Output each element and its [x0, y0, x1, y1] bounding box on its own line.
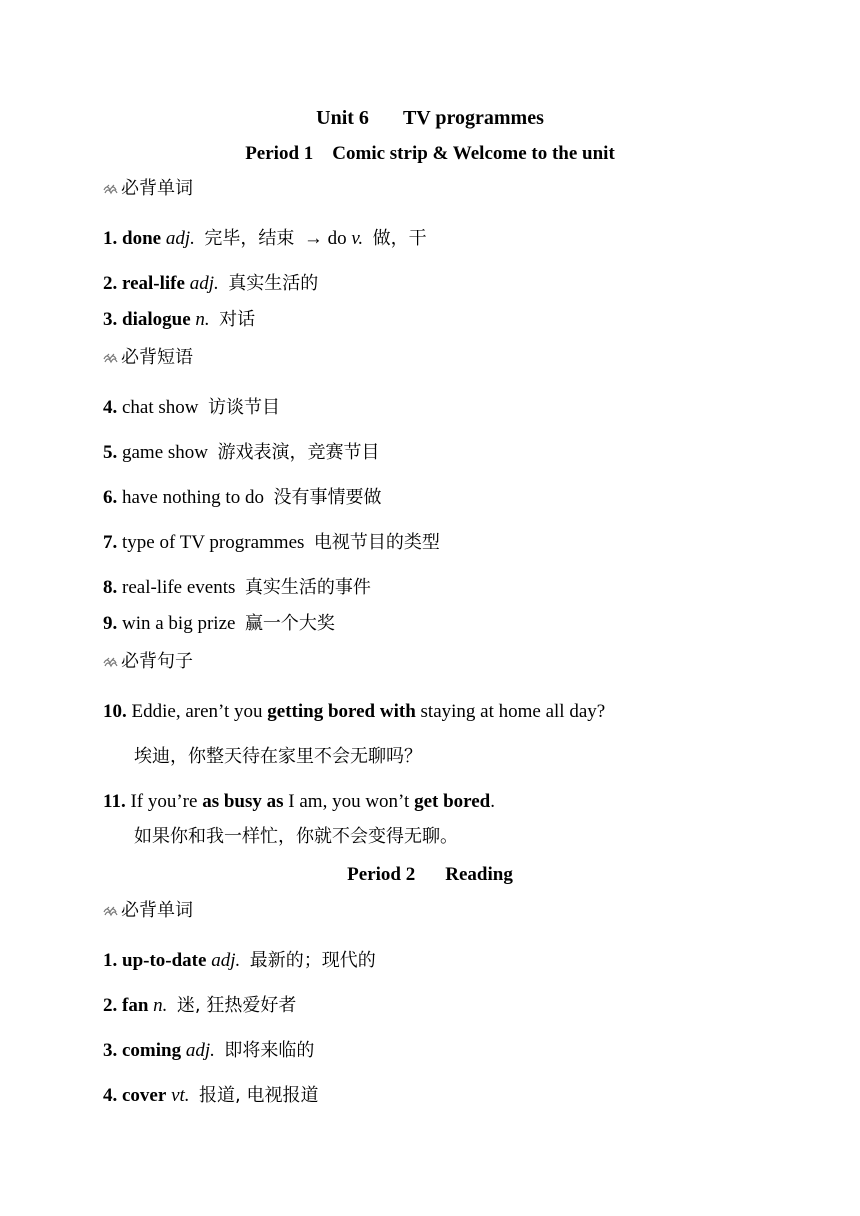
- meaning: 报道, 电视报道: [199, 1085, 319, 1106]
- phrase-en: real-life events: [122, 577, 236, 598]
- item-number: 7.: [103, 532, 118, 553]
- flower-bullet-icon: [103, 353, 119, 365]
- phrase-item: [103, 531, 440, 555]
- part-of-speech: adj.: [165, 228, 195, 249]
- item-number: 3.: [103, 1040, 118, 1061]
- item-number: 6.: [103, 487, 118, 508]
- item-number: 9.: [103, 613, 118, 634]
- period1-heading: [0, 141, 860, 167]
- meaning: 完毕，结束: [204, 228, 295, 249]
- word: up-to-date: [122, 950, 207, 971]
- part-of-speech: adj.: [185, 1040, 215, 1061]
- section-header-phrases: [103, 346, 193, 370]
- unit-name: TV programmes: [402, 107, 544, 129]
- part-of-speech: adj.: [189, 273, 219, 294]
- section-header-sentences: [103, 650, 193, 674]
- sentence-part: staying at home all day?: [415, 701, 606, 722]
- meaning: 最新的；现代的: [249, 950, 376, 971]
- phrase-item: [103, 612, 335, 636]
- meaning: 即将来临的: [224, 1040, 315, 1061]
- word-item: [103, 1084, 318, 1108]
- sentence-key: get bored: [414, 791, 491, 812]
- phrase-cn: 没有事情要做: [273, 487, 382, 508]
- item-number: 3.: [103, 309, 118, 330]
- sentence-part: I am, you won’t: [283, 791, 415, 812]
- related-pos: v.: [351, 228, 364, 249]
- phrase-item: [103, 441, 380, 465]
- phrase-item: [103, 486, 381, 510]
- section-label: 必背句子: [121, 651, 193, 672]
- word: fan: [122, 995, 149, 1016]
- unit-number: Unit 6: [316, 107, 369, 129]
- section-label: 必背单词: [121, 178, 193, 199]
- word: cover: [122, 1085, 167, 1106]
- word: dialogue: [122, 309, 191, 330]
- period1-number: Period 1: [245, 143, 314, 164]
- item-number: 8.: [103, 577, 118, 598]
- item-number: 1.: [103, 950, 118, 971]
- part-of-speech: n.: [153, 995, 168, 1016]
- word: real-life: [122, 273, 185, 294]
- sentence-key: as busy as: [202, 791, 284, 812]
- sentence-part: Eddie, aren’t you: [131, 701, 268, 722]
- word-item: [103, 994, 296, 1018]
- related-word: do: [327, 228, 347, 249]
- part-of-speech: n.: [195, 309, 210, 330]
- section-header-words: [103, 177, 193, 201]
- phrase-cn: 游戏表演，竞赛节目: [217, 442, 380, 463]
- phrase-en: have nothing to do: [122, 487, 264, 508]
- sentence-item: [103, 790, 495, 814]
- section-header-words: [103, 899, 193, 923]
- unit-title: [0, 105, 860, 131]
- word-item: [103, 949, 376, 973]
- arrow: →: [303, 228, 323, 249]
- phrase-cn: 赢一个大奖: [244, 613, 335, 634]
- phrase-cn: 电视节目的类型: [313, 532, 440, 553]
- flower-bullet-icon: [103, 906, 119, 918]
- meaning: 真实生活的: [228, 273, 319, 294]
- word-item: [103, 227, 427, 251]
- section-label: 必背单词: [121, 900, 193, 921]
- item-number: 2.: [103, 273, 118, 294]
- item-number: 4.: [103, 397, 118, 418]
- item-number: 5.: [103, 442, 118, 463]
- related-meaning: 做，干: [372, 228, 427, 249]
- part-of-speech: vt.: [171, 1085, 190, 1106]
- word-item: [103, 1039, 314, 1063]
- period1-name: Comic strip & Welcome to the unit: [332, 143, 615, 164]
- meaning: 对话: [219, 309, 256, 330]
- item-number: 10.: [103, 701, 127, 722]
- item-number: 11.: [103, 791, 126, 812]
- period2-heading: [0, 862, 860, 888]
- word-item: [103, 308, 255, 332]
- flower-bullet-icon: [103, 657, 119, 669]
- period2-name: Reading: [445, 864, 513, 885]
- word: done: [122, 228, 162, 249]
- section-label: 必背短语: [121, 347, 193, 368]
- part-of-speech: adj.: [211, 950, 241, 971]
- phrase-en: win a big prize: [122, 613, 236, 634]
- period2-number: Period 2: [347, 864, 416, 885]
- sentence-translation: 如果你和我一样忙，你就不会变得无聊。: [134, 826, 458, 847]
- sentence-translation: 埃迪，你整天待在家里不会无聊吗？: [134, 746, 422, 767]
- phrase-en: chat show: [122, 397, 199, 418]
- phrase-en: type of TV programmes: [122, 532, 305, 553]
- phrase-item: [103, 576, 371, 600]
- item-number: 4.: [103, 1085, 118, 1106]
- phrase-en: game show: [122, 442, 209, 463]
- phrase-cn: 真实生活的事件: [244, 577, 371, 598]
- flower-bullet-icon: [103, 184, 119, 196]
- word-item: [103, 272, 318, 296]
- item-number: 2.: [103, 995, 118, 1016]
- sentence-part: .: [490, 791, 495, 812]
- meaning: 迷, 狂热爱好者: [176, 995, 297, 1016]
- phrase-item: [103, 396, 280, 420]
- sentence-part: If you’re: [130, 791, 203, 812]
- phrase-cn: 访谈节目: [208, 397, 281, 418]
- item-number: 1.: [103, 228, 118, 249]
- word: coming: [122, 1040, 182, 1061]
- sentence-key: getting bored with: [267, 701, 416, 722]
- sentence-item: [103, 700, 605, 724]
